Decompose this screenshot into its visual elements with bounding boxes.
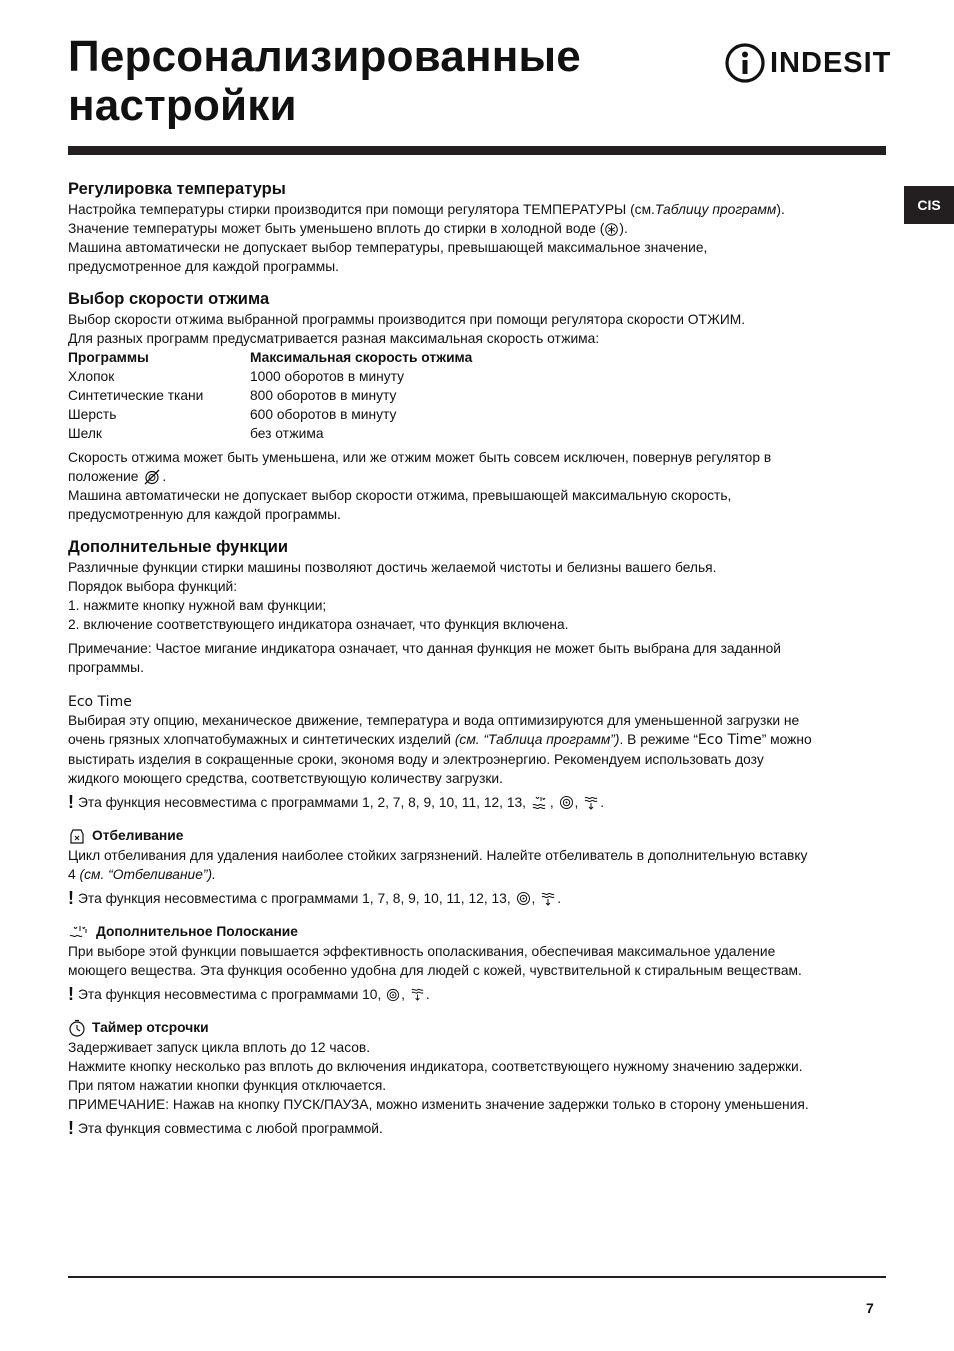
table-row: Синтетические ткани 800 оборотов в минуту: [68, 388, 397, 403]
warning-icon: !: [68, 1118, 74, 1138]
rinse-title: Дополнительное Полоскание: [68, 922, 886, 942]
temperature-section: [68, 178, 886, 276]
timer-line1: Задерживает запуск цикла вплоть до 12 часов.: [68, 1040, 371, 1055]
bleach-line2: 4 (см. “Отбеливание”).: [68, 867, 216, 882]
warning-icon: !: [68, 792, 74, 812]
functions-line2: Порядок выбора функций:: [68, 579, 238, 594]
timer-line3: При пятом нажатии кнопки функция отключается.: [68, 1078, 387, 1093]
functions-section: [68, 536, 886, 1138]
page-number: 7: [866, 1300, 874, 1316]
ecotime-line4: жидкого моющего средства, соответствующую количеству загрузки.: [68, 771, 503, 786]
table-row: Шелк без отжима: [68, 426, 324, 441]
warning-icon: !: [68, 888, 74, 908]
ecotime-line1: Выбирая эту опцию, механическое движение, температура и вода оптимизируются для уменьшенной загрузки не: [68, 713, 800, 728]
no-spin-icon: [143, 469, 161, 485]
content: [68, 178, 886, 1150]
page-title: Персонализированные настройки: [68, 32, 581, 130]
bleach-title: Отбеливание: [68, 826, 886, 846]
functions-note2: программы.: [68, 660, 144, 675]
timer-warning: ! Эта функция совместима с любой программой.: [68, 1118, 383, 1138]
spin-program-icon: [386, 988, 400, 1002]
ecotime-line3: выстирать изделия в сокращенные сроки, экономя воду и электроэнергию. Рекомендуем использовать дозу: [68, 752, 764, 767]
rinse-line2: моющего вещества. Эта функция особенно удобна для людей с кожей, чувствительной к стиральным веществам.: [68, 963, 802, 978]
spin-note1: Скорость отжима может быть уменьшена, или же отжим может быть совсем исключен, повернув регулятор в: [68, 450, 772, 465]
table-row: Шерсть 600 оборотов в минуту: [68, 407, 397, 422]
temperature-line3: Машина автоматически не допускает выбор температуры, превышающей максимальное значение,: [68, 240, 708, 255]
extra-rinse-icon: [68, 924, 90, 940]
spin-line1: Выбор скорости отжима выбранной программы производится при помощи регулятора скорости ОТЖИМ.: [68, 312, 746, 327]
functions-line1: Различные функции стирки машины позволяют достичь желаемой чистоты и белизны вашего белья.: [68, 560, 717, 575]
indesit-logo: [724, 42, 891, 84]
indesit-logo-icon: [724, 42, 766, 84]
drain-program-icon: [540, 891, 556, 907]
timer-title: Таймер отсрочки: [68, 1018, 886, 1038]
spin-note2: положение .: [68, 469, 167, 484]
spin-table: [68, 348, 472, 443]
rinse-warning: ! Эта функция несовместима с программами 10, , .: [68, 984, 430, 1004]
temperature-heading: Регулировка температуры: [68, 180, 286, 198]
spin-note4: предусмотренную для каждой программы.: [68, 507, 341, 522]
rinse-line1: При выборе этой функции повышается эффективность ополаскивания, обеспечивая максимальное удаление: [68, 944, 776, 959]
ecotime-line2: очень грязных хлопчатобумажных и синтетических изделий (см. “Таблица программ”). В режиме “Eco Time” можно: [68, 732, 812, 748]
timer-line4: ПРИМЕЧАНИЕ: Нажав на кнопку ПУСК/ПАУЗА, можно изменить значение задержки только в сторону уменьшения.: [68, 1097, 809, 1112]
drain-program-icon: [583, 795, 599, 811]
language-tab: CIS: [904, 186, 954, 224]
cold-water-icon: [605, 223, 618, 236]
header-rule: [68, 146, 886, 155]
functions-heading: Дополнительные функции: [68, 538, 289, 556]
bleach-icon: [68, 827, 86, 845]
spin-heading: Выбор скорости отжима: [68, 290, 270, 308]
timer-line2: Нажмите кнопку несколько раз вплоть до включения индикатора, соответствующего нужному значению задержки.: [68, 1059, 803, 1074]
spin-section: [68, 288, 886, 524]
delay-timer-icon: [68, 1019, 86, 1037]
functions-step1: 1. нажмите кнопку нужной вам функции;: [68, 598, 327, 613]
bleach-warning: ! Эта функция несовместима с программами 1, 7, 8, 9, 10, 11, 12, 13, , .: [68, 888, 562, 908]
ecotime-label-text: Eco Time: [68, 694, 132, 710]
delicates-program-icon: [531, 795, 549, 811]
column-header: Программы: [68, 350, 149, 365]
spin-program-icon: [559, 795, 574, 810]
logo-text: INDESIT: [770, 46, 892, 79]
ecotime-warning: ! Эта функция несовместима с программами 1, 2, 7, 8, 9, 10, 11, 12, 13, , , .: [68, 792, 605, 812]
spin-table-header: [68, 348, 472, 367]
spin-note3: Машина автоматически не допускает выбор скорости отжима, превышающей максимальную скорость,: [68, 488, 732, 503]
footer-rule: [68, 1276, 886, 1278]
drain-program-icon: [410, 987, 425, 1002]
spin-line2: Для разных программ предусматривается разная максимальная скорость отжима:: [68, 331, 600, 346]
temperature-line4: предусмотренное для каждой программы.: [68, 259, 339, 274]
column-header: Максимальная скорость отжима: [250, 350, 473, 365]
warning-icon: !: [68, 984, 74, 1004]
ecotime-label: [68, 693, 886, 711]
functions-note1: Примечание: Частое мигание индикатора означает, что данная функция не может быть выбрана для заданной: [68, 641, 781, 656]
spin-program-icon: [516, 891, 531, 906]
temperature-line2: Значение температуры может быть уменьшено вплоть до стирки в холодной воде ( ).: [68, 221, 628, 236]
temperature-line1: Настройка температуры стирки производится при помощи регулятора ТЕМПЕРАТУРЫ (см.Таблицу программ).: [68, 202, 785, 217]
functions-step2: 2. включение соответствующего индикатора означает, что функция включена.: [68, 617, 569, 632]
table-row: Хлопок 1000 оборотов в минуту: [68, 369, 405, 384]
bleach-line1: Цикл отбеливания для удаления наиболее стойких загрязнений. Налейте отбеливатель в дополнительную вставку: [68, 848, 808, 863]
